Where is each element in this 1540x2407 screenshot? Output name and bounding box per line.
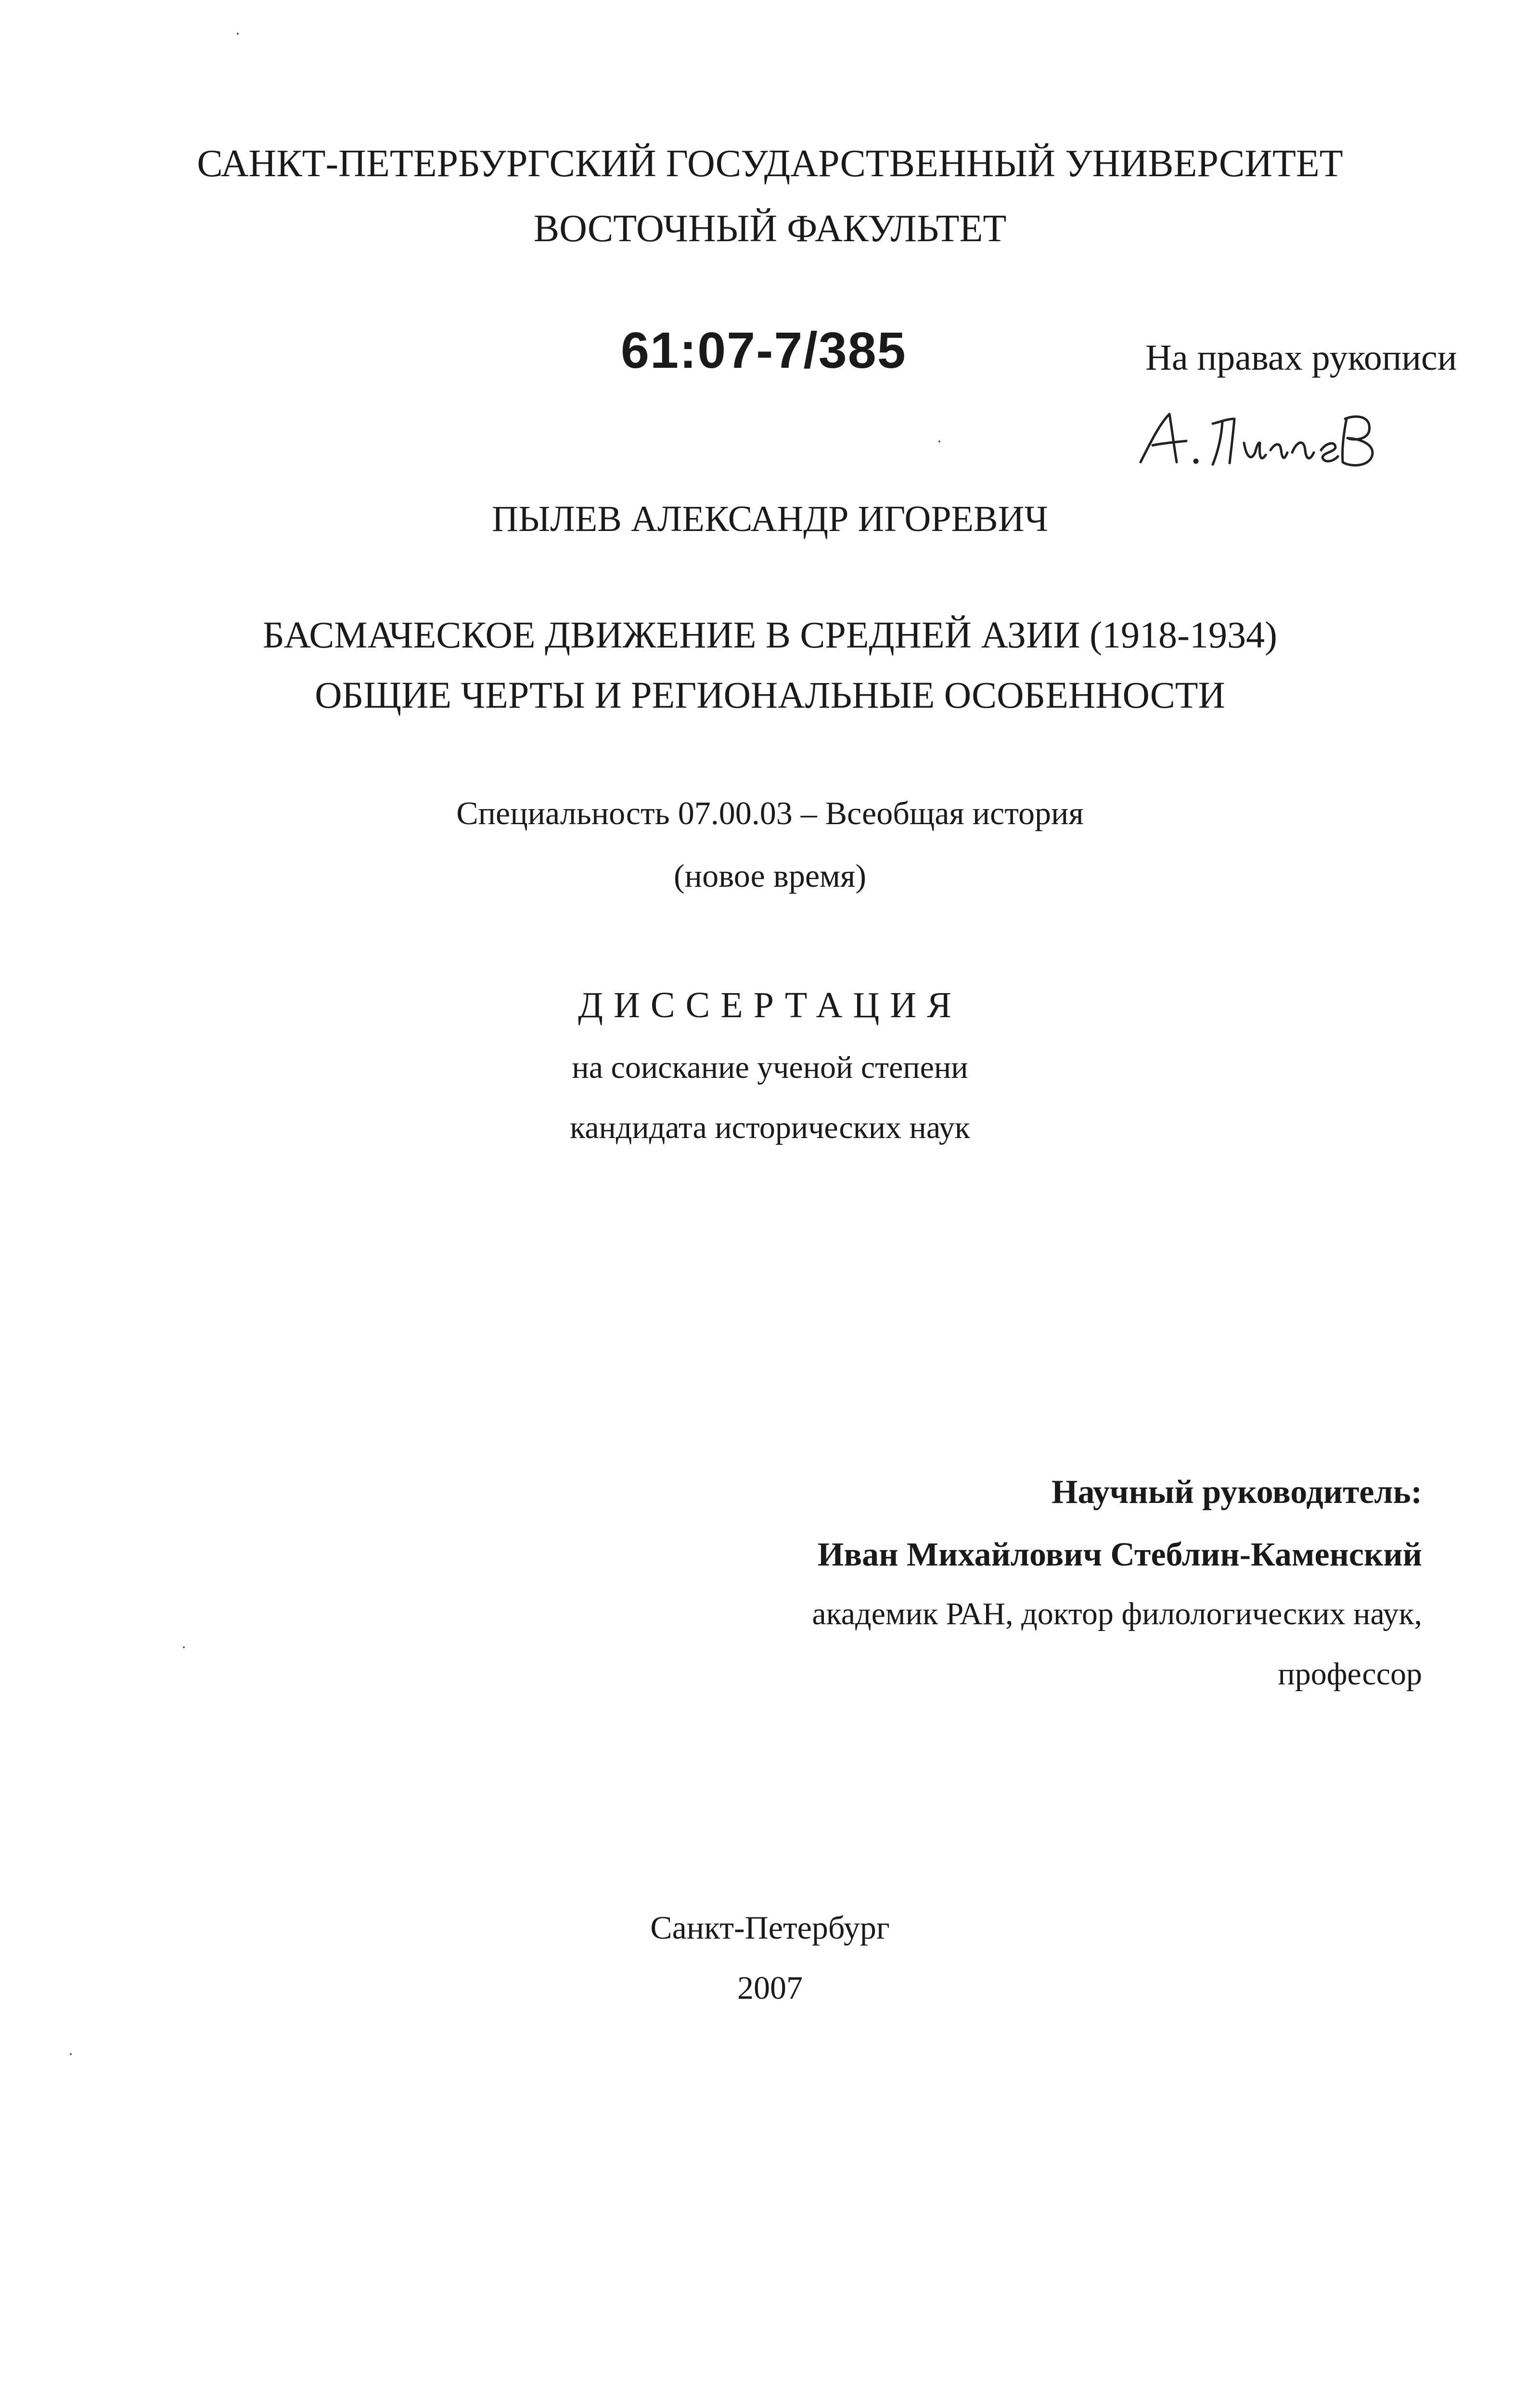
supervisor-name: Иван Михайлович Стеблин-Каменский bbox=[817, 1536, 1422, 1573]
thesis-title-line-2: ОБЩИЕ ЧЕРТЫ И РЕГИОНАЛЬНЫЕ ОСОБЕННОСТИ bbox=[315, 674, 1225, 716]
university-name: САНКТ-ПЕТЕРБУРГСКИЙ ГОСУДАРСТВЕННЫЙ УНИВЕРСИТЕТ bbox=[197, 142, 1343, 185]
supervisor-label: Научный руководитель: bbox=[1052, 1474, 1422, 1511]
year: 2007 bbox=[737, 1969, 803, 2006]
supervisor-title-line-2: профессор bbox=[1278, 1656, 1422, 1692]
supervisor-title-line-1: академик РАН, доктор филологических наук, bbox=[812, 1596, 1422, 1631]
specialty-line-1: Специальность 07.00.03 – Всеобщая история bbox=[456, 795, 1084, 831]
scan-speck bbox=[70, 2053, 72, 2055]
specialty-line-2: (новое время) bbox=[674, 857, 866, 894]
faculty-name: ВОСТОЧНЫЙ ФАКУЛЬТЕТ bbox=[533, 207, 1007, 250]
scan-speck bbox=[938, 440, 940, 442]
dissertation-heading: ДИССЕРТАЦИЯ bbox=[578, 985, 962, 1025]
city: Санкт-Петербург bbox=[650, 1909, 890, 1946]
thesis-title-line-1: БАСМАЧЕСКОЕ ДВИЖЕНИЕ В СРЕДНЕЙ АЗИИ (1918-1934) bbox=[262, 614, 1278, 656]
scan-speck bbox=[237, 33, 239, 35]
degree-line-1: на соискание ученой степени bbox=[572, 1050, 968, 1085]
author-signature bbox=[1131, 404, 1391, 477]
scan-speck bbox=[183, 1646, 185, 1648]
degree-line-2: кандидата исторических наук bbox=[570, 1110, 970, 1145]
rights-note: На правах рукописи bbox=[1145, 337, 1457, 378]
catalog-code: 61:07-7/385 bbox=[621, 322, 907, 379]
author-name: ПЫЛЕВ АЛЕКСАНДР ИГОРЕВИЧ bbox=[492, 499, 1048, 539]
